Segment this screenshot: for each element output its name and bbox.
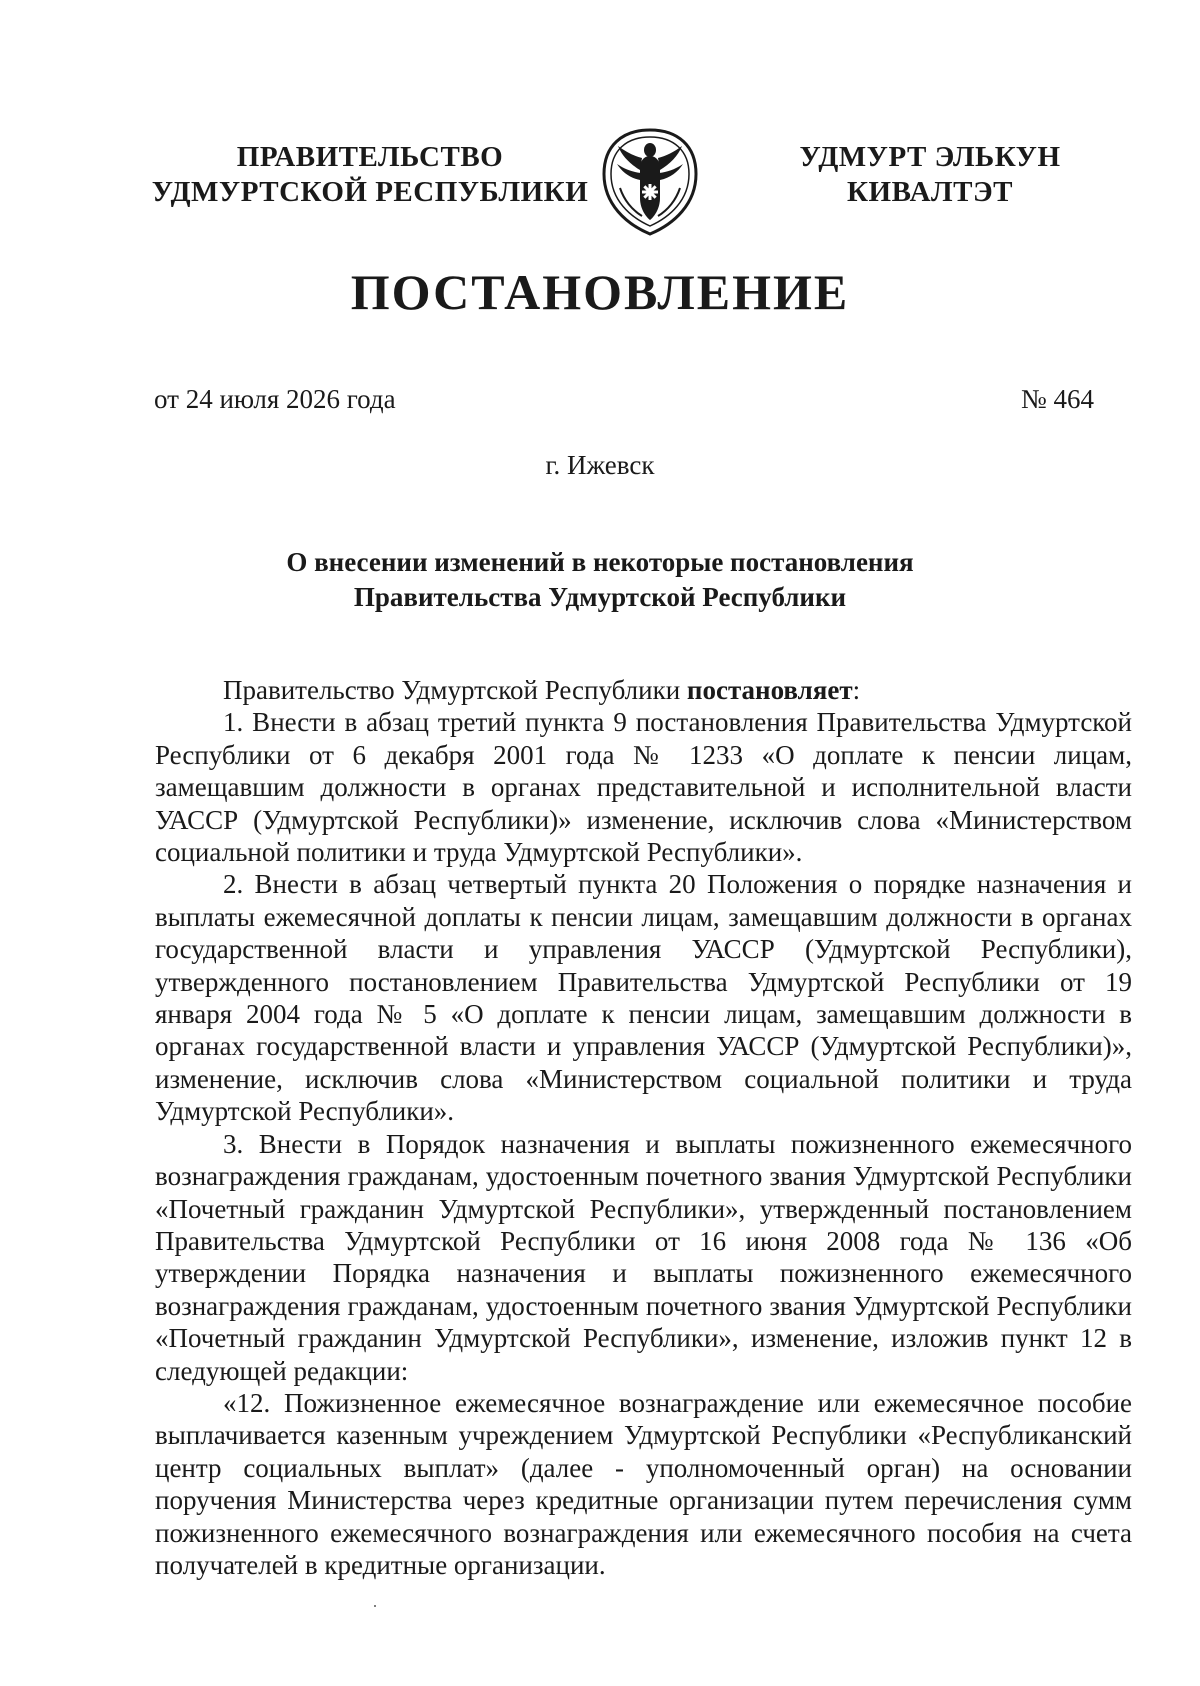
document-title	[0, 545, 1200, 615]
title-line-2: Правительства Удмуртской Республики	[353, 582, 847, 612]
scan-speck	[374, 1605, 376, 1607]
preamble	[155, 674, 1132, 706]
udmurt-coat-of-arms-icon	[600, 128, 700, 236]
document-city: г. Ижевск	[545, 450, 655, 480]
title-line-1: О внесении изменений в некоторые постановления	[286, 547, 914, 577]
document-date: от 24 июля 2026 года	[154, 384, 396, 414]
preamble-colon: :	[852, 675, 861, 705]
paragraph-item-2: 2. Внести в абзац четвертый пункта 20 Положения о порядке назначения и выплаты ежемесячной доплаты к пенсии лицам, замещавшим должности в органах государственной власти и управления УАССР (Удмуртской Республики), утвержденного постановлением Правительства Удмуртской Республики от 19 января 2004 года № 5 «О доплате к пенсии лицам, замещавшим должности в органах государственной власти и управления УАССР (Удмуртской Республики)», изменение, исключив слова «Министерством социальной политики и труда Удмуртской Республики».	[155, 869, 1132, 1127]
preamble-verb: постановляет	[686, 675, 853, 705]
paragraph-item-4: «12. Пожизненное ежемесячное вознаграждение или ежемесячное пособие выплачивается казенным учреждением Удмуртской Республики «Республиканский центр социальных выплат» (далее - уполномоченный орган) на основании поручения Министерства через кредитные организации путем перечисления сумм пожизненного ежемесячного вознаграждения или ежемесячного пособия на счета получателей в кредитные организации.	[155, 1387, 1132, 1580]
issuer-name-udmurt	[770, 140, 1090, 210]
preamble-text: Правительство Удмуртской Республики	[223, 675, 687, 705]
issuer-udmurt-line-2: КИВАЛТЭТ	[846, 176, 1013, 208]
document-body	[155, 674, 1132, 1581]
issuer-udmurt-line-1: УДМУРТ ЭЛЬКУН	[799, 141, 1061, 173]
paragraph-item-1: 1. Внести в абзац третий пункта 9 постановления Правительства Удмуртской Республики от 6 декабря 2001 года № 1233 «О доплате к пенсии лицам, замещавшим должности в органах представительной и исполнительной власти УАССР (Удмуртской Республики)» изменение, исключив слова «Министерством социальной политики и труда Удмуртской Республики».	[155, 707, 1132, 868]
issuer-name-russian	[150, 140, 590, 210]
document-header	[0, 128, 1200, 238]
issuer-line-1: ПРАВИТЕЛЬСТВО	[236, 141, 504, 173]
paragraph-item-3: 3. Внести в Порядок назначения и выплаты пожизненного ежемесячного вознаграждения гражданам, удостоенным почетного звания Удмуртской Республики «Почетный гражданин Удмуртской Республики», утвержденный постановлением Правительства Удмуртской Республики от 16 июня 2008 года № 136 «Об утверждении Порядка назначения и выплаты пожизненного ежемесячного вознаграждения гражданам, удостоенным почетного звания Удмуртской Республики «Почетный гражданин Удмуртской Республики», изменение, изложив пункт 12 в следующей редакции:	[155, 1128, 1132, 1386]
document-type-heading: ПОСТАНОВЛЕНИЕ	[350, 264, 850, 320]
issuer-line-2: УДМУРТСКОЙ РЕСПУБЛИКИ	[151, 176, 589, 208]
document-number: № 464	[1020, 384, 1094, 414]
